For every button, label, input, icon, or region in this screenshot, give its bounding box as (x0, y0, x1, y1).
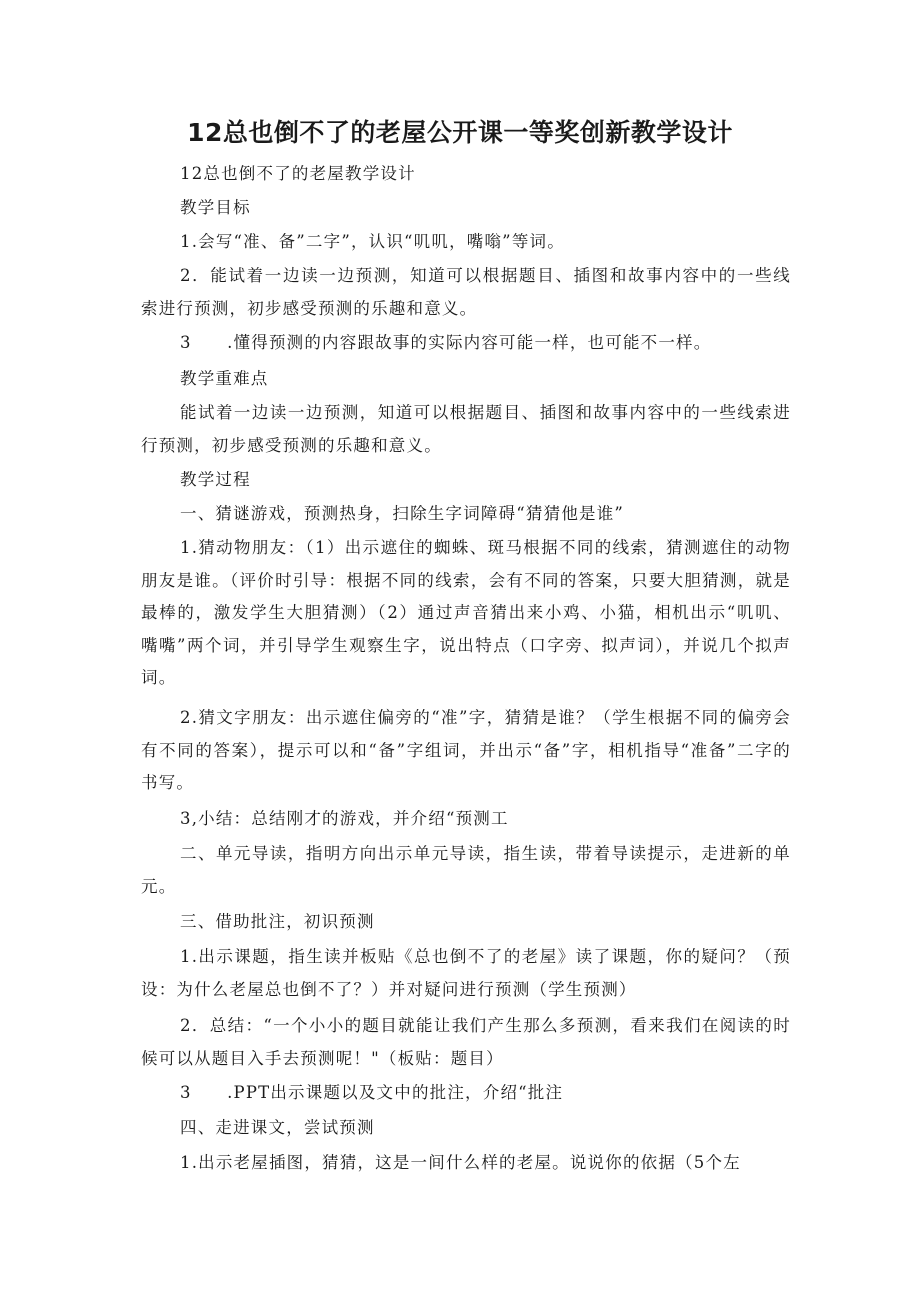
part-1-item-1: 1.猜动物朋友：（1）出示遮住的蜘蛛、斑马根据不同的线索，猜测遮住的动物朋友是谁。（评价时引导：根据不同的线索，会有不同的答案，只要大胆猜测，就是最棒的，激发学生大胆猜测）（2）通过声音猜出来小鸡、小猫，相机出示“叽叽、嘴嘴”两个词，并引导学生观察生字，说出特点（口字旁、拟声词），并说几个拟声词。 (141, 538, 791, 687)
document-subtitle: 12总也倒不了的老屋教学设计 (180, 164, 416, 183)
part-1-heading: 一、猜谜游戏，预测热身，扫除生字词障碍“猜猜他是谁” (180, 504, 625, 523)
goal-item-3: 3 .懂得预测的内容跟故事的实际内容可能一样，也可能不一样。 (180, 333, 712, 352)
part-3-item-3: 3 .PPT出示课题以及文中的批注，介绍“批注 (180, 1083, 564, 1102)
part-1-item-3: 3,小结：总结刚才的游戏，并介绍“预测工 (180, 809, 509, 828)
key-points-text: 能试着一边读一边预测，知道可以根据题目、插图和故事内容中的一些线索进行预测，初步感受预测的乐趣和意义。 (141, 403, 791, 455)
part-2-heading: 二、单元导读，指明方向出示单元导读，指生读，带着导读提示，走进新的单元。 (141, 844, 791, 896)
goals-heading: 教学目标 (180, 198, 251, 217)
part-3-heading: 三、借助批注，初识预测 (180, 912, 375, 931)
goal-item-2: 2．能试着一边读一边预测，知道可以根据题目、插图和故事内容中的一些线索进行预测，初步感受预测的乐趣和意义。 (141, 266, 791, 318)
part-3-item-1: 1.出示课题，指生读并板贴《总也倒不了的老屋》读了课题，你的疑问？（预设：为什么老屋总也倒不了？）并对疑问进行预测（学生预测） (141, 947, 791, 999)
part-1-item-2: 2.猜文字朋友：出示遮住偏旁的“准”字，猜猜是谁？（学生根据不同的偏旁会有不同的答案），提示可以和“备”字组词，并出示“备”字，相机指导“准备”二字的书写。 (141, 708, 791, 792)
document-title: 12总也倒不了的老屋公开课一等奖创新教学设计 (187, 118, 733, 147)
part-3-item-2: 2．总结：“一个小小的题目就能让我们产生那么多预测，看来我们在阅读的时候可以从题目入手去预测呢！"（板贴：题目） (141, 1016, 791, 1068)
key-points-heading: 教学重难点 (180, 369, 269, 388)
goal-item-1: 1.会写“准、备”二字”，认识“叽叽，嘴嗡”等词。 (180, 232, 565, 251)
part-4-item-1: 1.出示老屋插图，猜猜，这是一间什么样的老屋。说说你的依据（5个左 (180, 1153, 741, 1172)
part-4-heading: 四、走进课文，尝试预测 (180, 1118, 375, 1137)
process-heading: 教学过程 (180, 470, 251, 489)
